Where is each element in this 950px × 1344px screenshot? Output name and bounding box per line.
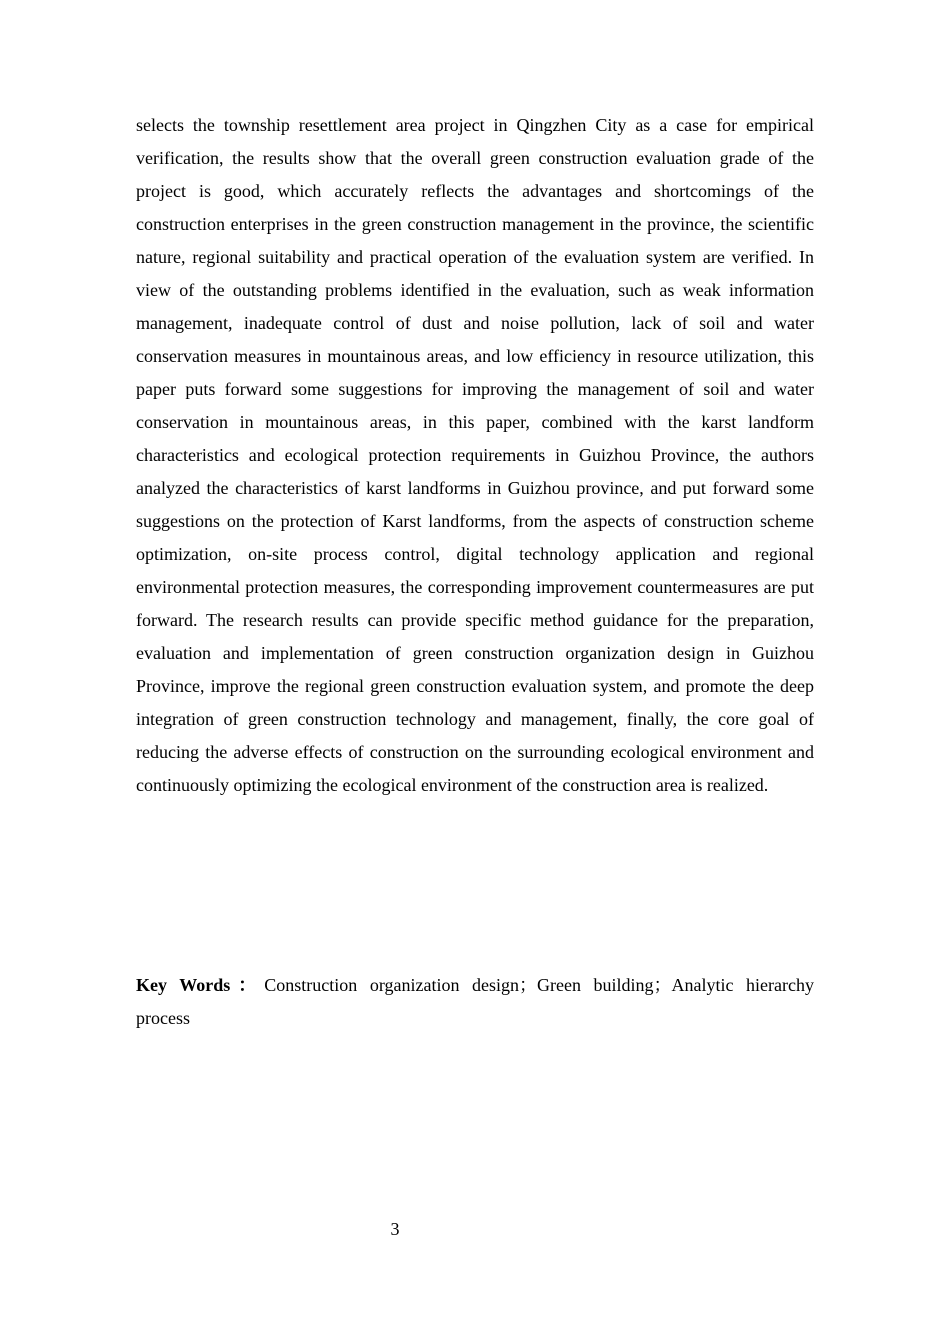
keywords-section: [136, 969, 814, 1035]
abstract-paragraph: selects the township resettlement area project in Qingzhen City as a case for empirical verification, the results show that the overall green construction evaluation grade of the project is good, which accurately reflects the advantages and shortcomings of the construction enterprises in the green construction management in the province, the scientific nature, regional suitability and practical operation of the evaluation system are verified. In view of the outstanding problems identified in the evaluation, such as weak information management, inadequate control of dust and noise pollution, lack of soil and water conservation measures in mountainous areas, and low efficiency in resource utilization, this paper puts forward some suggestions for improving the management of soil and water conservation in mountainous areas, in this paper, combined with the karst landform characteristics and ecological protection requirements in Guizhou Province, the authors analyzed the characteristics of karst landforms in Guizhou province, and put forward some suggestions on the protection of Karst landforms, from the aspects of construction scheme optimization, on-site process control, digital technology application and regional environmental protection measures, the corresponding improvement countermeasures are put forward. The research results can provide specific method guidance for the preparation, evaluation and implementation of green construction organization design in Guizhou Province, improve the regional green construction evaluation system, and promote the deep integration of green construction technology and management, finally, the core goal of reducing the adverse effects of construction on the surrounding ecological environment and continuously optimizing the ecological environment of the construction area is realized.: [136, 115, 814, 795]
page-number: 3: [390, 1219, 400, 1239]
keywords-label: Key Words：: [136, 975, 265, 995]
keywords-list: Construction organization design；Green building；Analytic hierarchy process: [136, 975, 814, 1028]
